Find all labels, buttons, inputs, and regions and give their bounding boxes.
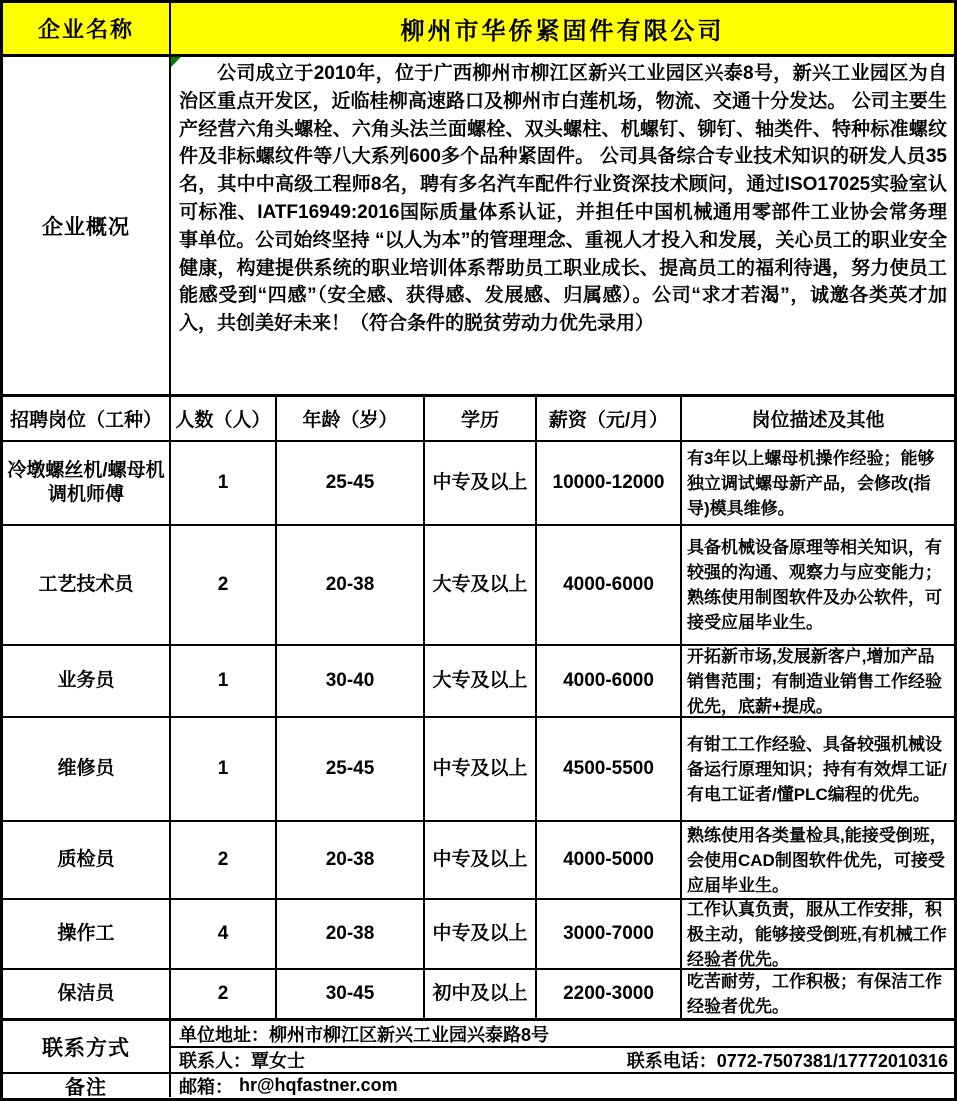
- col-header-education: 学历: [425, 397, 537, 440]
- company-profile-row: [3, 57, 954, 397]
- email-value: hr@hqfastner.com: [239, 1075, 398, 1095]
- job-title: 工艺技术员: [3, 526, 171, 644]
- job-education: 中专及以上: [425, 900, 537, 968]
- company-name-label: 企业名称: [3, 3, 171, 54]
- job-description: 工作认真负责，服从工作安排，积极主动，能够接受倒班,有机械工作经验者优先。: [687, 900, 947, 968]
- job-count: 2: [171, 970, 277, 1018]
- job-education: 中专及以上: [425, 718, 537, 820]
- job-title: 冷墩螺丝机/螺母机调机师傅: [3, 442, 171, 524]
- company-name: 柳州市华侨紧固件有限公司: [400, 18, 725, 45]
- job-age: 20-38: [277, 900, 425, 968]
- company-profile-label: 企业概况: [3, 57, 171, 394]
- jobs-header-row: [3, 397, 954, 442]
- job-salary: 10000-12000: [537, 442, 682, 524]
- job-row-operator: [3, 900, 954, 970]
- job-age: 30-45: [277, 970, 425, 1018]
- job-salary: 4500-5500: [537, 718, 682, 820]
- job-description: 开拓新市场,发展新客户,增加产品销售范围；有制造业销售工作经验优先，底薪+提成。: [687, 646, 942, 716]
- contact-address: 单位地址：柳州市柳江区新兴工业园兴泰路8号: [171, 1021, 954, 1048]
- job-row-salesperson: [3, 646, 954, 718]
- remark-label: 备注: [3, 1074, 171, 1097]
- contact-section: [3, 1021, 954, 1074]
- job-description: 吃苦耐劳，工作积极；有保洁工作经验者优先。: [687, 972, 942, 1016]
- contact-person: 联系人：覃女士: [179, 1051, 305, 1071]
- col-header-salary: 薪资（元/月）: [537, 397, 682, 440]
- job-age: 20-38: [277, 526, 425, 644]
- job-salary: 3000-7000: [537, 900, 682, 968]
- job-education: 中专及以上: [425, 822, 537, 898]
- contact-label: 联系方式: [3, 1021, 171, 1072]
- col-header-age: 年龄（岁）: [277, 397, 425, 440]
- job-count: 4: [171, 900, 277, 968]
- job-description: 具备机械设备原理等相关知识，有较强的沟通、观察力与应变能力；熟练使用制图软件及办公软件，可接受应届毕业生。: [687, 538, 942, 632]
- job-count: 2: [171, 526, 277, 644]
- col-header-count: 人数（人）: [171, 397, 277, 440]
- company-name-row: [3, 3, 954, 57]
- job-education: 中专及以上: [425, 442, 537, 524]
- job-row-process-technician: [3, 526, 954, 646]
- job-age: 30-40: [277, 646, 425, 716]
- cell-error-indicator-icon: [171, 57, 181, 67]
- email-label: 邮箱：: [179, 1076, 233, 1097]
- company-profile-text: 公司成立于2010年，位于广西柳州市柳江区新兴工业园区兴泰8号，新兴工业园区为自治区重点开发区，近临桂柳高速路口及柳州市白莲机场，物流、交通十分发达。 公司主要生产经营六角头螺栓、六角头法兰面螺栓、双头螺柱、机螺钉、铆钉、轴类件、特种标准螺纹件及非标螺纹件等八大系列600多个品种紧固件。 公司具备综合专业技术知识的研发人员35名，其中中高级工程师8名，聘有多名汽车配件行业资深技术顾问，通过ISO17025实验室认可标准、IATF16949:2016国际质量体系认证，并担任中国机械通用零部件工业协会常务理事单位。公司始终坚持 “以人为本”的管理理念、重视人才投入和发展，关心员工的职业安全健康，构建提供系统的职业培训体系帮助员工职业成长、提高员工的福利待遇，努力使员工能感受到“四感”（安全感、获得感、发展感、归属感）。公司“求才若渴”，诚邀各类英才加入，共创美好未来！（符合条件的脱贫劳动力优先录用）: [179, 63, 948, 335]
- job-description: 有钳工工作经验、具备较强机械设备运行原理知识；持有有效焊工证/有电工证者/懂PLC编程的优先。: [687, 734, 947, 804]
- job-age: 20-38: [277, 822, 425, 898]
- job-row-maintenance: [3, 718, 954, 822]
- job-title: 质检员: [3, 822, 171, 898]
- job-education: 大专及以上: [425, 526, 537, 644]
- job-salary: 4000-6000: [537, 526, 682, 644]
- job-count: 1: [171, 646, 277, 716]
- job-description: 有3年以上螺母机操作经验；能够独立调试螺母新产品，会修改(指导)模具维修。: [687, 448, 935, 518]
- email-line: [171, 1074, 954, 1097]
- job-description: 熟练使用各类量检具,能接受倒班，会使用CAD制图软件优先，可接受应届毕业生。: [687, 825, 947, 895]
- job-salary: 4000-5000: [537, 822, 682, 898]
- job-title: 操作工: [3, 900, 171, 968]
- job-title: 业务员: [3, 646, 171, 716]
- job-salary: 4000-6000: [537, 646, 682, 716]
- company-profile-cell: [171, 57, 954, 394]
- job-row-cleaner: [3, 970, 954, 1021]
- col-header-description: 岗位描述及其他: [751, 410, 885, 431]
- job-title: 维修员: [3, 718, 171, 820]
- job-count: 2: [171, 822, 277, 898]
- contact-person-line: [171, 1048, 954, 1072]
- job-title: 保洁员: [3, 970, 171, 1018]
- job-age: 25-45: [277, 442, 425, 524]
- job-age: 25-45: [277, 718, 425, 820]
- job-row-cold-header-machinist: [3, 442, 954, 526]
- job-count: 1: [171, 718, 277, 820]
- col-header-position: 招聘岗位（工种）: [3, 397, 171, 440]
- contact-phone: 联系电话：0772-7507381/17772010316: [626, 1051, 948, 1071]
- remark-section: [3, 1074, 954, 1097]
- job-row-quality-inspector: [3, 822, 954, 900]
- job-salary: 2200-3000: [537, 970, 682, 1018]
- job-count: 1: [171, 442, 277, 524]
- job-education: 大专及以上: [425, 646, 537, 716]
- job-education: 初中及以上: [425, 970, 537, 1018]
